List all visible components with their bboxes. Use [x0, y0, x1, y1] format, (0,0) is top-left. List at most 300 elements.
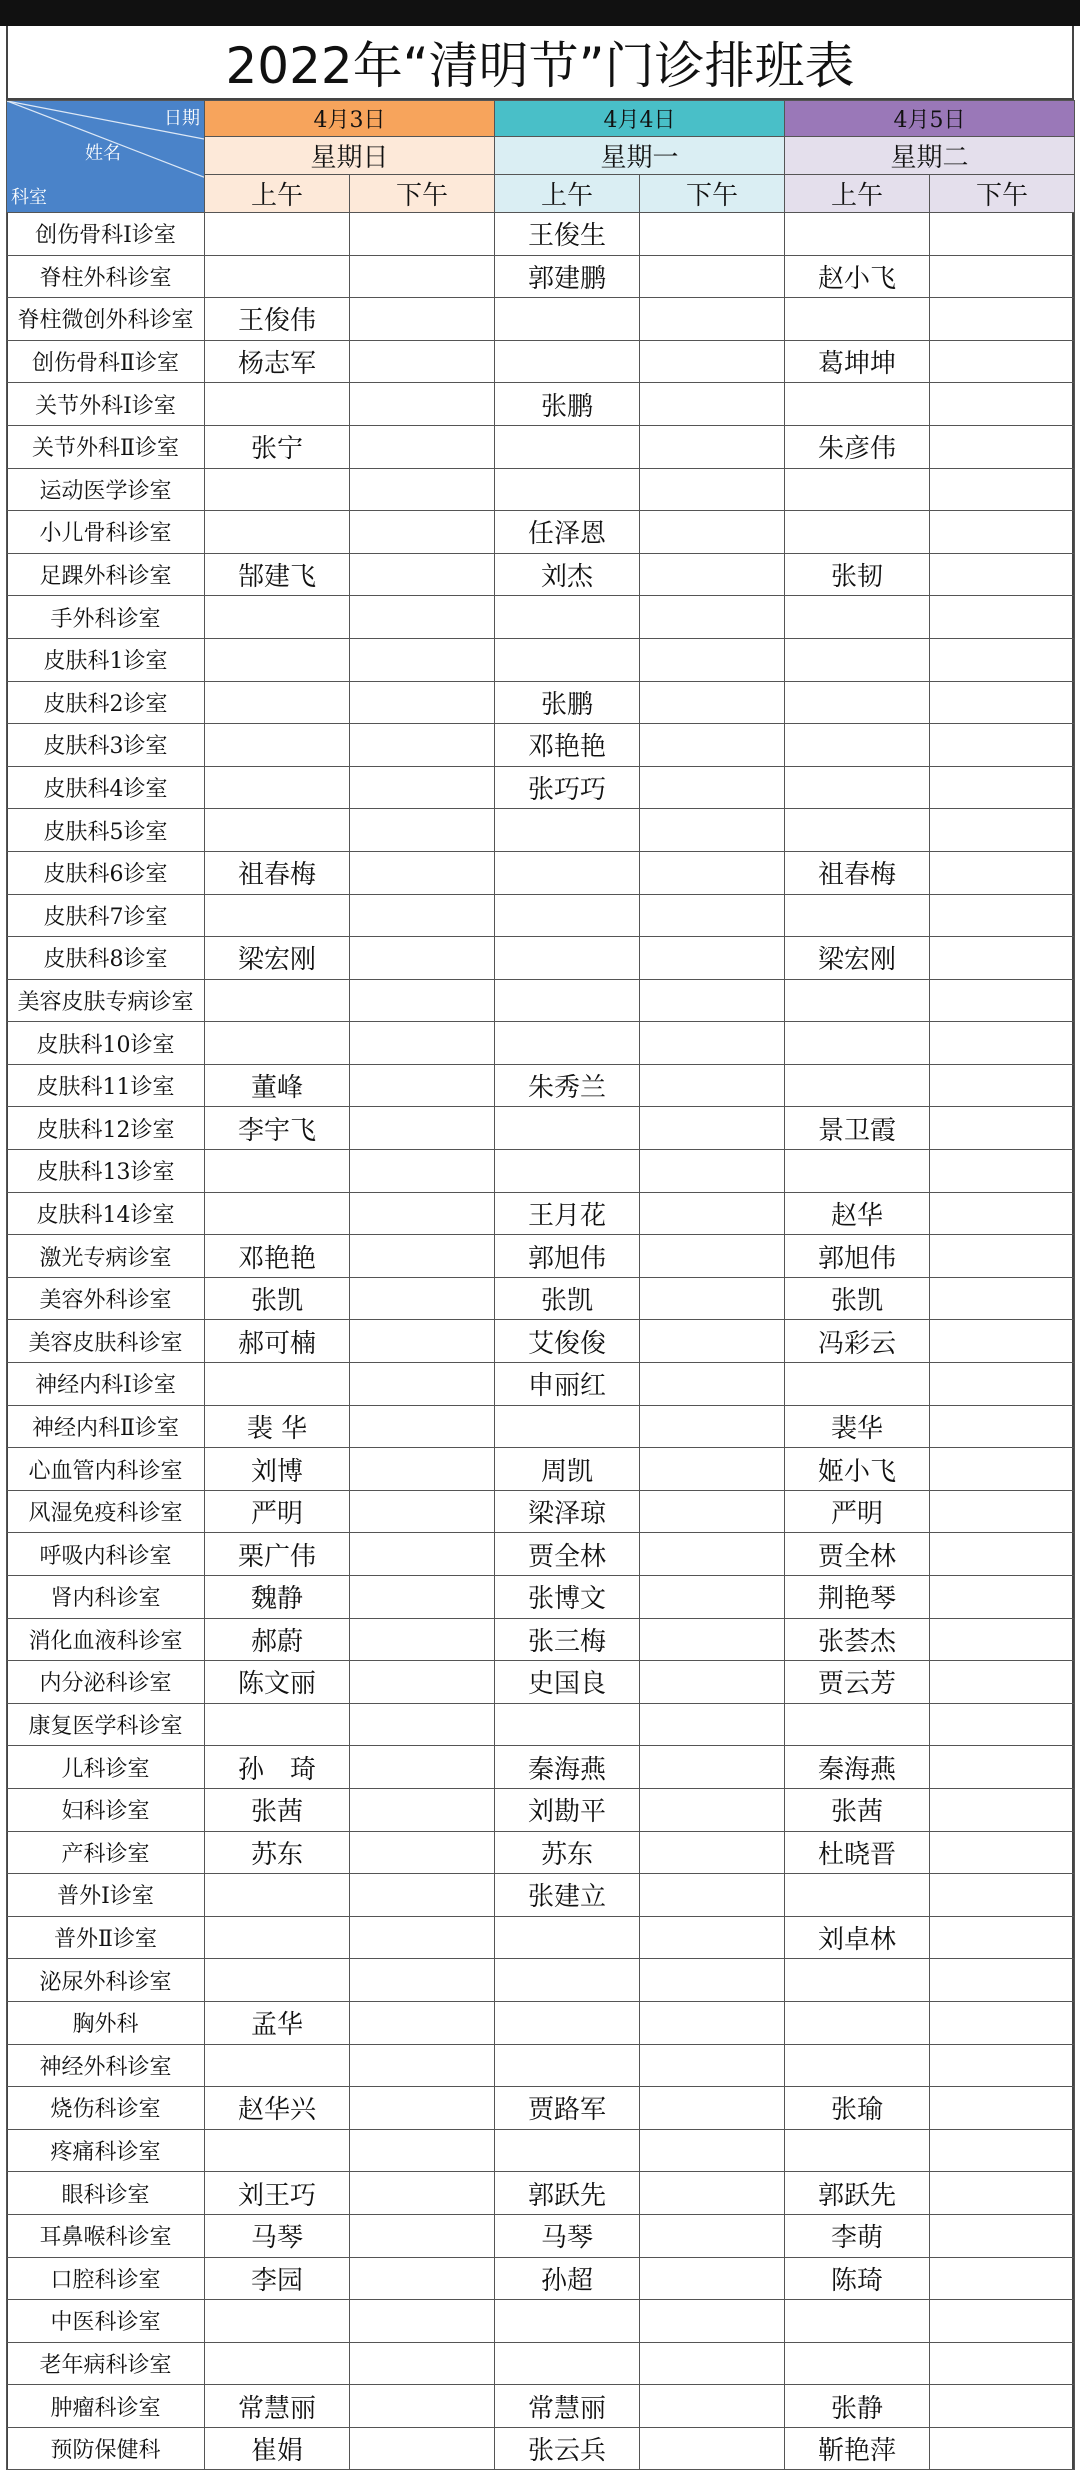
doctor-cell-d3-pm	[930, 1703, 1075, 1746]
doctor-cell-d1-pm	[350, 425, 495, 468]
doctor-cell-d1-am: 马琴	[205, 2214, 350, 2257]
doctor-cell-d2-pm	[640, 2001, 785, 2044]
doctor-cell-d1-am	[205, 894, 350, 937]
doctor-cell-d3-pm	[930, 468, 1075, 511]
table-row	[7, 894, 1075, 937]
doctor-cell-d1-pm	[350, 979, 495, 1022]
corner-name-label: 姓名	[85, 143, 121, 164]
table-row	[7, 1490, 1075, 1533]
doctor-cell-d3-pm	[930, 809, 1075, 852]
doctor-cell-d1-am: 裴 华	[205, 1405, 350, 1448]
table-row	[7, 809, 1075, 852]
doctor-cell-d2-pm	[640, 851, 785, 894]
doctor-cell-d1-am	[205, 468, 350, 511]
doctor-cell-d2-pm	[640, 1320, 785, 1363]
doctor-cell-d1-pm	[350, 2087, 495, 2130]
doctor-cell-d1-am: 严明	[205, 1490, 350, 1533]
dept-cell: 口腔科诊室	[7, 2257, 205, 2300]
doctor-cell-d3-pm	[930, 937, 1075, 980]
dept-cell: 美容皮肤专病诊室	[7, 979, 205, 1022]
doctor-cell-d2-pm	[640, 979, 785, 1022]
am-header-1: 上午	[205, 175, 350, 213]
doctor-cell-d2-am: 张凯	[495, 1277, 640, 1320]
dept-cell: 皮肤科8诊室	[7, 937, 205, 980]
doctor-cell-d3-pm	[930, 1490, 1075, 1533]
doctor-cell-d2-am	[495, 1107, 640, 1150]
table-row	[7, 724, 1075, 767]
table-row	[7, 1746, 1075, 1789]
doctor-cell-d2-am	[495, 596, 640, 639]
doctor-cell-d2-am	[495, 809, 640, 852]
doctor-cell-d1-pm	[350, 1703, 495, 1746]
table-row	[7, 766, 1075, 809]
dept-cell: 普外Ⅱ诊室	[7, 1916, 205, 1959]
doctor-cell-d2-pm	[640, 2257, 785, 2300]
doctor-cell-d3-am	[785, 1022, 930, 1065]
doctor-cell-d1-pm	[350, 383, 495, 426]
doctor-cell-d1-am	[205, 213, 350, 256]
doctor-cell-d1-pm	[350, 553, 495, 596]
table-row	[7, 596, 1075, 639]
doctor-cell-d2-am: 常慧丽	[495, 2385, 640, 2428]
doctor-cell-d1-pm	[350, 1277, 495, 1320]
doctor-cell-d2-pm	[640, 1107, 785, 1150]
doctor-cell-d1-am	[205, 2129, 350, 2172]
doctor-cell-d2-am	[495, 2044, 640, 2087]
dept-cell: 儿科诊室	[7, 1746, 205, 1789]
table-row	[7, 1703, 1075, 1746]
doctor-cell-d3-am: 秦海燕	[785, 1746, 930, 1789]
doctor-cell-d2-pm	[640, 1703, 785, 1746]
doctor-cell-d2-pm	[640, 1363, 785, 1406]
doctor-cell-d2-am: 张博文	[495, 1576, 640, 1619]
weekday-header-3: 星期二	[785, 137, 1075, 175]
doctor-cell-d2-am: 朱秀兰	[495, 1064, 640, 1107]
doctor-cell-d2-pm	[640, 1788, 785, 1831]
doctor-cell-d1-pm	[350, 1405, 495, 1448]
doctor-cell-d2-pm	[640, 681, 785, 724]
table-row	[7, 1576, 1075, 1619]
table-row	[7, 1150, 1075, 1193]
doctor-cell-d2-am	[495, 298, 640, 341]
doctor-cell-d3-pm	[930, 596, 1075, 639]
doctor-cell-d3-am	[785, 596, 930, 639]
dept-cell: 关节外科Ⅱ诊室	[7, 425, 205, 468]
doctor-cell-d3-pm	[930, 1150, 1075, 1193]
doctor-cell-d1-pm	[350, 298, 495, 341]
doctor-cell-d2-pm	[640, 425, 785, 468]
doctor-cell-d2-am: 王俊生	[495, 213, 640, 256]
doctor-cell-d1-am: 梁宏刚	[205, 937, 350, 980]
doctor-cell-d2-am: 苏东	[495, 1831, 640, 1874]
dept-cell: 皮肤科4诊室	[7, 766, 205, 809]
doctor-cell-d3-am	[785, 2129, 930, 2172]
table-row	[7, 1405, 1075, 1448]
doctor-cell-d1-am: 李园	[205, 2257, 350, 2300]
doctor-cell-d1-am: 栗广伟	[205, 1533, 350, 1576]
doctor-cell-d1-am: 孟华	[205, 2001, 350, 2044]
dept-cell: 皮肤科2诊室	[7, 681, 205, 724]
doctor-cell-d2-pm	[640, 298, 785, 341]
doctor-cell-d2-pm	[640, 468, 785, 511]
table-row	[7, 1916, 1075, 1959]
doctor-cell-d3-pm	[930, 1363, 1075, 1406]
doctor-cell-d3-pm	[930, 1107, 1075, 1150]
doctor-cell-d3-am	[785, 2044, 930, 2087]
doctor-cell-d3-pm	[930, 851, 1075, 894]
doctor-cell-d1-pm	[350, 1959, 495, 2002]
doctor-cell-d1-am: 杨志军	[205, 340, 350, 383]
doctor-cell-d2-pm	[640, 2427, 785, 2470]
doctor-cell-d2-pm	[640, 1277, 785, 1320]
doctor-cell-d2-pm	[640, 213, 785, 256]
page-title: 2022年“清明节”门诊排班表	[6, 26, 1074, 100]
doctor-cell-d1-pm	[350, 2342, 495, 2385]
doctor-cell-d3-am	[785, 809, 930, 852]
doctor-cell-d2-am	[495, 937, 640, 980]
doctor-cell-d3-pm	[930, 2257, 1075, 2300]
doctor-cell-d2-pm	[640, 1448, 785, 1491]
doctor-cell-d3-pm	[930, 1788, 1075, 1831]
table-row	[7, 255, 1075, 298]
doctor-cell-d1-am: 董峰	[205, 1064, 350, 1107]
table-row	[7, 2044, 1075, 2087]
doctor-cell-d2-pm	[640, 553, 785, 596]
dept-cell: 胸外科	[7, 2001, 205, 2044]
table-row	[7, 1022, 1075, 1065]
doctor-cell-d2-pm	[640, 1576, 785, 1619]
dept-cell: 皮肤科6诊室	[7, 851, 205, 894]
table-row	[7, 1788, 1075, 1831]
doctor-cell-d3-am	[785, 1150, 930, 1193]
dept-cell: 创伤骨科Ⅰ诊室	[7, 213, 205, 256]
doctor-cell-d1-am: 郝蔚	[205, 1618, 350, 1661]
dept-cell: 预防保健科	[7, 2427, 205, 2470]
doctor-cell-d1-am: 王俊伟	[205, 298, 350, 341]
dept-cell: 皮肤科10诊室	[7, 1022, 205, 1065]
doctor-cell-d2-am: 张建立	[495, 1874, 640, 1917]
doctor-cell-d1-pm	[350, 1107, 495, 1150]
doctor-cell-d3-am: 郭旭伟	[785, 1235, 930, 1278]
doctor-cell-d1-pm	[350, 1746, 495, 1789]
doctor-cell-d2-am: 马琴	[495, 2214, 640, 2257]
doctor-cell-d1-pm	[350, 1788, 495, 1831]
doctor-cell-d1-am: 刘博	[205, 1448, 350, 1491]
doctor-cell-d2-am	[495, 894, 640, 937]
doctor-cell-d3-pm	[930, 1831, 1075, 1874]
doctor-cell-d1-pm	[350, 809, 495, 852]
doctor-cell-d1-pm	[350, 1831, 495, 1874]
doctor-cell-d1-am	[205, 255, 350, 298]
doctor-cell-d2-am	[495, 1916, 640, 1959]
doctor-cell-d2-pm	[640, 1916, 785, 1959]
table-row	[7, 2342, 1075, 2385]
doctor-cell-d1-pm	[350, 511, 495, 554]
pm-header-1: 下午	[350, 175, 495, 213]
doctor-cell-d3-am: 靳艳萍	[785, 2427, 930, 2470]
doctor-cell-d3-am: 裴华	[785, 1405, 930, 1448]
doctor-cell-d3-pm	[930, 425, 1075, 468]
doctor-cell-d3-pm	[930, 2214, 1075, 2257]
dept-cell: 小儿骨科诊室	[7, 511, 205, 554]
doctor-cell-d1-am: 赵华兴	[205, 2087, 350, 2130]
am-header-2: 上午	[495, 175, 640, 213]
doctor-cell-d1-am	[205, 809, 350, 852]
dept-cell: 康复医学科诊室	[7, 1703, 205, 1746]
doctor-cell-d2-am: 郭跃先	[495, 2172, 640, 2215]
dept-cell: 皮肤科3诊室	[7, 724, 205, 767]
doctor-cell-d1-pm	[350, 681, 495, 724]
doctor-cell-d1-pm	[350, 851, 495, 894]
doctor-cell-d3-am: 荆艳琴	[785, 1576, 930, 1619]
doctor-cell-d2-pm	[640, 2300, 785, 2343]
schedule-table	[6, 100, 1075, 2470]
doctor-cell-d3-pm	[930, 2342, 1075, 2385]
table-row	[7, 553, 1075, 596]
dept-cell: 中医科诊室	[7, 2300, 205, 2343]
doctor-cell-d2-am: 秦海燕	[495, 1746, 640, 1789]
doctor-cell-d1-pm	[350, 724, 495, 767]
doctor-cell-d1-am: 崔娟	[205, 2427, 350, 2470]
doctor-cell-d1-am: 张茜	[205, 1788, 350, 1831]
doctor-cell-d2-am: 贾全林	[495, 1533, 640, 1576]
doctor-cell-d2-am	[495, 979, 640, 1022]
dept-cell: 皮肤科13诊室	[7, 1150, 205, 1193]
doctor-cell-d2-pm	[640, 2172, 785, 2215]
doctor-cell-d2-pm	[640, 1192, 785, 1235]
table-row	[7, 1448, 1075, 1491]
dept-cell: 泌尿外科诊室	[7, 1959, 205, 2002]
doctor-cell-d2-pm	[640, 2342, 785, 2385]
doctor-cell-d3-am	[785, 1064, 930, 1107]
dept-cell: 足踝外科诊室	[7, 553, 205, 596]
dept-cell: 脊柱微创外科诊室	[7, 298, 205, 341]
doctor-cell-d3-am	[785, 2342, 930, 2385]
doctor-cell-d1-am	[205, 1192, 350, 1235]
weekday-header-2: 星期一	[495, 137, 785, 175]
doctor-cell-d3-pm	[930, 2172, 1075, 2215]
doctor-cell-d1-am	[205, 638, 350, 681]
doctor-cell-d2-pm	[640, 1746, 785, 1789]
doctor-cell-d3-pm	[930, 1448, 1075, 1491]
doctor-cell-d2-pm	[640, 340, 785, 383]
doctor-cell-d3-am	[785, 511, 930, 554]
doctor-cell-d2-am: 张三梅	[495, 1618, 640, 1661]
doctor-cell-d2-am: 张云兵	[495, 2427, 640, 2470]
doctor-cell-d3-pm	[930, 979, 1075, 1022]
doctor-cell-d2-pm	[640, 2087, 785, 2130]
doctor-cell-d3-pm	[930, 511, 1075, 554]
doctor-cell-d2-am	[495, 1022, 640, 1065]
doctor-cell-d1-am: 张凯	[205, 1277, 350, 1320]
doctor-cell-d2-pm	[640, 2385, 785, 2428]
dept-cell: 神经内科Ⅱ诊室	[7, 1405, 205, 1448]
doctor-cell-d3-am: 赵小飞	[785, 255, 930, 298]
doctor-cell-d1-am	[205, 1150, 350, 1193]
doctor-cell-d3-am: 张瑜	[785, 2087, 930, 2130]
doctor-cell-d2-am: 王月花	[495, 1192, 640, 1235]
doctor-cell-d1-am	[205, 766, 350, 809]
doctor-cell-d3-am	[785, 213, 930, 256]
table-row	[7, 1235, 1075, 1278]
doctor-cell-d3-pm	[930, 2087, 1075, 2130]
dept-cell: 老年病科诊室	[7, 2342, 205, 2385]
doctor-cell-d1-pm	[350, 1320, 495, 1363]
doctor-cell-d2-am	[495, 851, 640, 894]
doctor-cell-d2-pm	[640, 1831, 785, 1874]
doctor-cell-d2-pm	[640, 2044, 785, 2087]
doctor-cell-d2-pm	[640, 383, 785, 426]
doctor-cell-d3-pm	[930, 724, 1075, 767]
doctor-cell-d3-pm	[930, 255, 1075, 298]
dept-cell: 皮肤科7诊室	[7, 894, 205, 937]
doctor-cell-d3-pm	[930, 383, 1075, 426]
dept-cell: 激光专病诊室	[7, 1235, 205, 1278]
doctor-cell-d2-am: 任泽恩	[495, 511, 640, 554]
doctor-cell-d1-pm	[350, 596, 495, 639]
dept-cell: 手外科诊室	[7, 596, 205, 639]
doctor-cell-d1-pm	[350, 1363, 495, 1406]
doctor-cell-d1-am	[205, 511, 350, 554]
dept-cell: 烧伤科诊室	[7, 2087, 205, 2130]
dept-cell: 呼吸内科诊室	[7, 1533, 205, 1576]
doctor-cell-d2-pm	[640, 1661, 785, 1704]
doctor-cell-d3-am	[785, 894, 930, 937]
doctor-cell-d1-pm	[350, 1448, 495, 1491]
doctor-cell-d1-pm	[350, 1576, 495, 1619]
doctor-cell-d3-pm	[930, 2427, 1075, 2470]
table-row	[7, 1959, 1075, 2002]
doctor-cell-d2-pm	[640, 1022, 785, 1065]
dept-cell: 美容外科诊室	[7, 1277, 205, 1320]
doctor-cell-d1-pm	[350, 213, 495, 256]
doctor-cell-d3-pm	[930, 298, 1075, 341]
doctor-cell-d2-pm	[640, 2129, 785, 2172]
doctor-cell-d1-am	[205, 1916, 350, 1959]
table-row	[7, 1831, 1075, 1874]
dept-cell: 关节外科Ⅰ诊室	[7, 383, 205, 426]
doctor-cell-d3-am	[785, 298, 930, 341]
doctor-cell-d2-am: 艾俊俊	[495, 1320, 640, 1363]
table-row	[7, 2300, 1075, 2343]
doctor-cell-d2-am: 申丽红	[495, 1363, 640, 1406]
doctor-cell-d2-am	[495, 425, 640, 468]
doctor-cell-d3-pm	[930, 2385, 1075, 2428]
doctor-cell-d1-pm	[350, 1235, 495, 1278]
table-row	[7, 1874, 1075, 1917]
doctor-cell-d2-am: 刘勘平	[495, 1788, 640, 1831]
doctor-cell-d2-pm	[640, 638, 785, 681]
doctor-cell-d3-am: 葛坤坤	[785, 340, 930, 383]
doctor-cell-d1-am: 孙 琦	[205, 1746, 350, 1789]
doctor-cell-d1-am: 魏静	[205, 1576, 350, 1619]
doctor-cell-d3-pm	[930, 681, 1075, 724]
table-row	[7, 937, 1075, 980]
doctor-cell-d2-am	[495, 638, 640, 681]
doctor-cell-d3-am: 陈琦	[785, 2257, 930, 2300]
table-row	[7, 2087, 1075, 2130]
doctor-cell-d1-pm	[350, 2385, 495, 2428]
doctor-cell-d3-pm	[930, 766, 1075, 809]
table-row	[7, 2172, 1075, 2215]
table-row	[7, 979, 1075, 1022]
doctor-cell-d3-am: 冯彩云	[785, 1320, 930, 1363]
doctor-cell-d1-am	[205, 383, 350, 426]
doctor-cell-d2-am	[495, 2342, 640, 2385]
doctor-cell-d3-pm	[930, 1746, 1075, 1789]
table-row	[7, 1107, 1075, 1150]
table-row	[7, 511, 1075, 554]
doctor-cell-d3-am	[785, 766, 930, 809]
doctor-cell-d1-pm	[350, 1661, 495, 1704]
doctor-cell-d2-am: 周凯	[495, 1448, 640, 1491]
doctor-cell-d2-pm	[640, 255, 785, 298]
doctor-cell-d1-am	[205, 979, 350, 1022]
doctor-cell-d2-am: 史国良	[495, 1661, 640, 1704]
doctor-cell-d3-am: 杜晓晋	[785, 1831, 930, 1874]
doctor-cell-d1-pm	[350, 1874, 495, 1917]
doctor-cell-d1-pm	[350, 1192, 495, 1235]
doctor-cell-d3-am	[785, 724, 930, 767]
doctor-cell-d3-am: 张茜	[785, 1788, 930, 1831]
doctor-cell-d3-am: 梁宏刚	[785, 937, 930, 980]
doctor-cell-d3-am	[785, 681, 930, 724]
doctor-cell-d2-pm	[640, 1064, 785, 1107]
doctor-cell-d1-pm	[350, 894, 495, 937]
dept-cell: 妇科诊室	[7, 1788, 205, 1831]
doctor-cell-d1-pm	[350, 1022, 495, 1065]
doctor-cell-d1-am	[205, 1703, 350, 1746]
doctor-cell-d1-pm	[350, 1490, 495, 1533]
doctor-cell-d2-pm	[640, 1235, 785, 1278]
doctor-cell-d3-am: 张静	[785, 2385, 930, 2428]
am-header-3: 上午	[785, 175, 930, 213]
doctor-cell-d3-pm	[930, 894, 1075, 937]
doctor-cell-d2-pm	[640, 511, 785, 554]
dept-cell: 运动医学诊室	[7, 468, 205, 511]
doctor-cell-d1-pm	[350, 2427, 495, 2470]
doctor-cell-d3-am	[785, 979, 930, 1022]
doctor-cell-d3-am: 郭跃先	[785, 2172, 930, 2215]
table-row	[7, 1277, 1075, 1320]
doctor-cell-d2-pm	[640, 809, 785, 852]
doctor-cell-d3-pm	[930, 1916, 1075, 1959]
doctor-cell-d2-pm	[640, 1490, 785, 1533]
doctor-cell-d3-pm	[930, 1192, 1075, 1235]
doctor-cell-d3-am: 贾全林	[785, 1533, 930, 1576]
table-row	[7, 638, 1075, 681]
dept-cell: 创伤骨科Ⅱ诊室	[7, 340, 205, 383]
doctor-cell-d1-am: 祖春梅	[205, 851, 350, 894]
doctor-cell-d2-pm	[640, 724, 785, 767]
doctor-cell-d2-pm	[640, 1150, 785, 1193]
doctor-cell-d1-am: 张宁	[205, 425, 350, 468]
doctor-cell-d1-am: 苏东	[205, 1831, 350, 1874]
table-row	[7, 681, 1075, 724]
doctor-cell-d3-am	[785, 1959, 930, 2002]
date-header-2: 4月4日	[495, 101, 785, 137]
doctor-cell-d3-pm	[930, 1533, 1075, 1576]
dept-cell: 耳鼻喉科诊室	[7, 2214, 205, 2257]
doctor-cell-d2-pm	[640, 1405, 785, 1448]
doctor-cell-d2-am	[495, 2300, 640, 2343]
doctor-cell-d1-pm	[350, 937, 495, 980]
date-header-3: 4月5日	[785, 101, 1075, 137]
doctor-cell-d2-pm	[640, 766, 785, 809]
doctor-cell-d3-am: 张荟杰	[785, 1618, 930, 1661]
pm-header-2: 下午	[640, 175, 785, 213]
dept-cell: 美容皮肤科诊室	[7, 1320, 205, 1363]
